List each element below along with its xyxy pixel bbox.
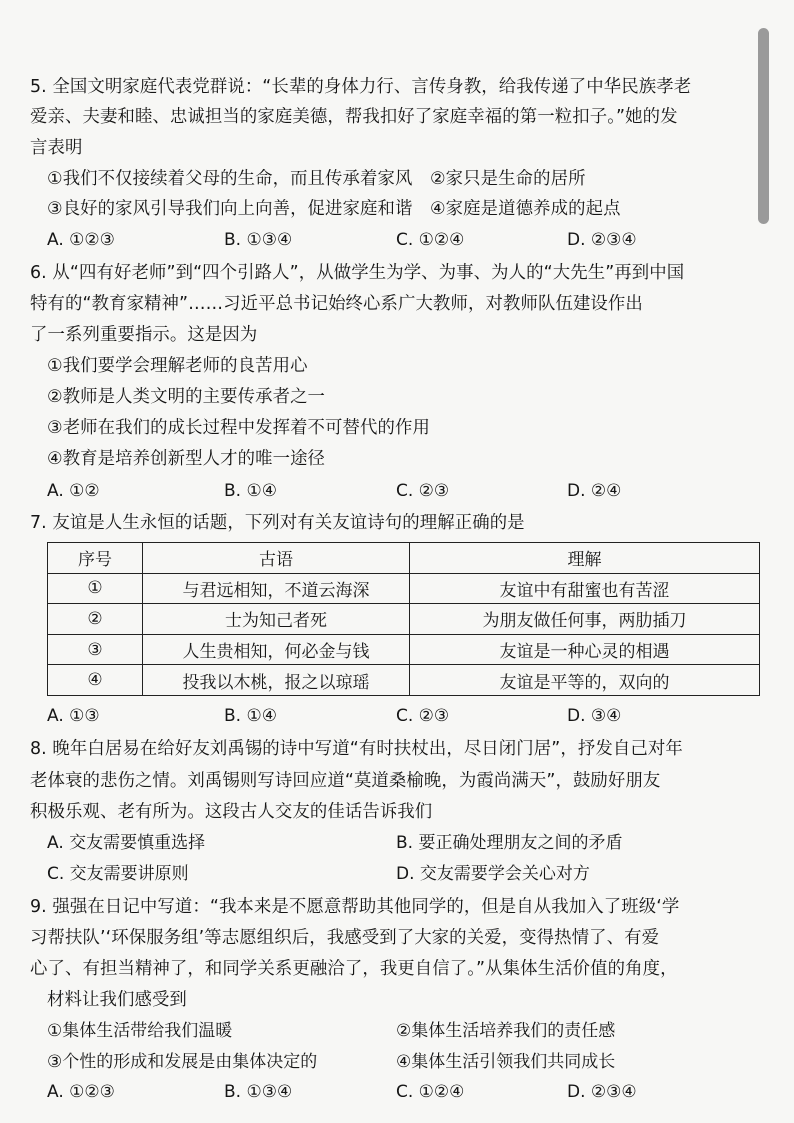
q5-stem-line-3: 言表明: [30, 138, 83, 158]
q7-row1-meaning: 友谊中有甜蜜也有苦涩: [410, 573, 760, 604]
q7-option-d: D. ③④: [567, 706, 622, 726]
q7-stem: 7. 友谊是人生永恒的话题，下列对有关友谊诗句的理解正确的是: [30, 513, 525, 533]
q7-row2-quote: 士为知己者死: [143, 604, 410, 635]
q9-statement-2: ②集体生活培养我们的责任感: [396, 1021, 616, 1041]
q7-table-row: [48, 604, 760, 635]
q6-statement-2: ②教师是人类文明的主要传承者之一: [47, 387, 326, 407]
q8-stem-line-2: 老体衰的悲伤之情。刘禹锡则写诗回应道“莫道桑榆晚，为霞尚满天”，鼓励好朋友: [30, 771, 661, 791]
q6-stem-line-1: 6. 从“四有好老师”到“四个引路人”，从做学生为学、为事、为人的“大先生”再到中国: [30, 263, 685, 283]
q6-option-b: B. ①④: [224, 481, 277, 501]
q8-option-b: B. 要正确处理朋友之间的矛盾: [396, 833, 623, 853]
q5-option-b: B. ①③④: [224, 230, 293, 250]
q9-option-a: A. ①②③: [47, 1082, 115, 1102]
q9-stem-line-4: 材料让我们感受到: [47, 990, 187, 1010]
q6-option-d: D. ②④: [567, 481, 622, 501]
q5-statement-line-1: ①我们不仅接续着父母的生命，而且传承着家风 ②家只是生命的居所: [47, 169, 586, 189]
q9-statement-1: ①集体生活带给我们温暖: [47, 1021, 233, 1041]
q7-row4-meaning: 友谊是平等的，双向的: [410, 665, 760, 696]
q7-header-index: 序号: [48, 543, 143, 574]
q5-statement-line-2: ③良好的家风引导我们向上向善，促进家庭和谐 ④家庭是道德养成的起点: [47, 199, 621, 219]
q6-stem-line-2: 特有的“教育家精神”……习近平总书记始终心系广大教师，对教师队伍建设作出: [30, 294, 643, 314]
q8-option-c: C. 交友需要讲原则: [47, 864, 189, 884]
q7-row3-quote: 人生贵相知，何必金与钱: [143, 634, 410, 665]
q9-option-c: C. ①②④: [396, 1082, 465, 1102]
q7-row1-index: ①: [48, 573, 143, 604]
q6-statement-1: ①我们要学会理解老师的良苦用心: [47, 356, 308, 376]
q7-table: [47, 542, 760, 696]
q6-option-c: C. ②③: [396, 481, 450, 501]
q8-stem-line-3: 积极乐观、老有所为。这段古人交友的佳话告诉我们: [30, 802, 433, 822]
q7-row3-meaning: 友谊是一种心灵的相遇: [410, 634, 760, 665]
q9-statement-4: ④集体生活引领我们共同成长: [396, 1052, 616, 1072]
q7-row2-index: ②: [48, 604, 143, 635]
q5-option-d: D. ②③④: [567, 230, 637, 250]
q7-option-a: A. ①③: [47, 706, 100, 726]
q6-option-a: A. ①②: [47, 481, 100, 501]
q5-option-a: A. ①②③: [47, 230, 115, 250]
q5-stem-line-1: 5. 全国文明家庭代表党群说：“长辈的身体力行、言传身教，给我传递了中华民族孝老: [30, 77, 692, 97]
q7-table-header: [48, 543, 760, 574]
q6-statement-3: ③老师在我们的成长过程中发挥着不可替代的作用: [47, 418, 430, 438]
q7-header-quote: 古语: [143, 543, 410, 574]
q7-row3-index: ③: [48, 634, 143, 665]
q7-option-c: C. ②③: [396, 706, 450, 726]
q7-row4-index: ④: [48, 665, 143, 696]
q7-row1-quote: 与君远相知，不道云海深: [143, 573, 410, 604]
q6-statement-4: ④教育是培养创新型人才的唯一途径: [47, 449, 326, 469]
q7-row2-meaning: 为朋友做任何事，两肋插刀: [410, 604, 760, 635]
q9-stem-line-1: 9. 强强在日记中写道：“我本来是不愿意帮助其他同学的，但是自从我加入了班级‘学: [30, 897, 680, 917]
q7-table-row: [48, 665, 760, 696]
q9-statement-3: ③个性的形成和发展是由集体决定的: [47, 1052, 318, 1072]
q9-option-b: B. ①③④: [224, 1082, 293, 1102]
q7-header-meaning: 理解: [410, 543, 760, 574]
q5-option-c: C. ①②④: [396, 230, 465, 250]
q8-stem-line-1: 8. 晚年白居易在给好友刘禹锡的诗中写道“有时扶杖出，尽日闭门居”，抒发自己对年: [30, 739, 683, 759]
q9-stem-line-3: 心了、有担当精神了，和同学关系更融洽了，我更自信了。”从集体生活价值的角度，: [30, 959, 678, 979]
q6-stem-line-3: 了一系列重要指示。这是因为: [30, 325, 258, 345]
q8-option-d: D. 交友需要学会关心对方: [396, 864, 590, 884]
q9-stem-line-2: 习帮扶队’‘环保服务组’等志愿组织后，我感受到了大家的关爱，变得热情了、有爱: [30, 928, 660, 948]
q7-table-row: [48, 634, 760, 665]
q9-option-d: D. ②③④: [567, 1082, 637, 1102]
q7-row4-quote: 投我以木桃，报之以琼瑶: [143, 665, 410, 696]
q7-table-row: [48, 573, 760, 604]
q5-stem-line-2: 爱亲、夫妻和睦、忠诚担当的家庭美德，帮我扣好了家庭幸福的第一粒扣子。”她的发: [30, 107, 678, 127]
q8-option-a: A. 交友需要慎重选择: [47, 833, 206, 853]
q7-option-b: B. ①④: [224, 706, 277, 726]
